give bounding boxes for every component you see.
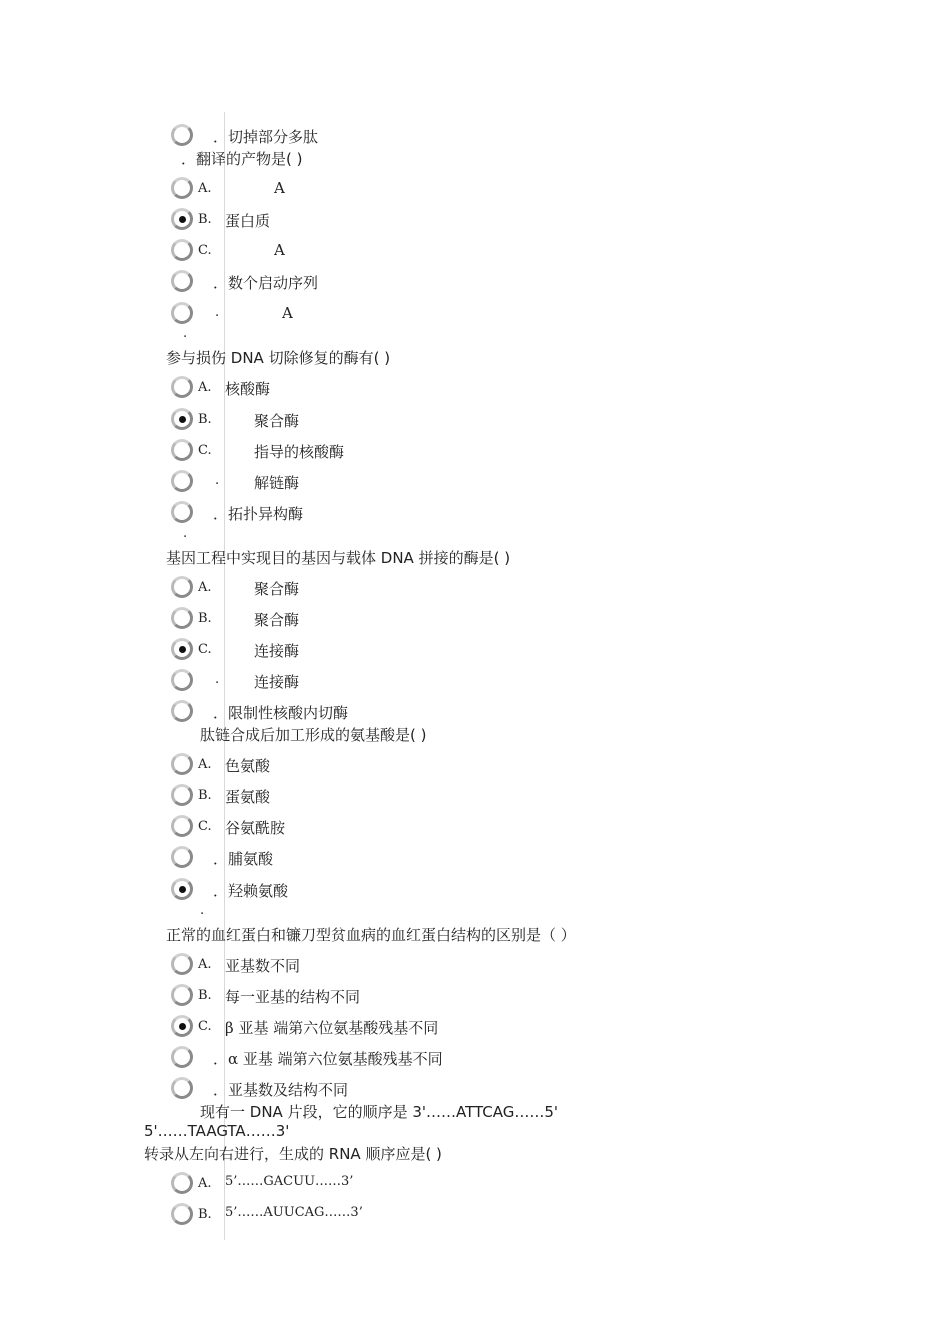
stray-dot: . <box>183 326 188 341</box>
radio-option-d[interactable] <box>171 470 193 492</box>
radio-option-d[interactable] <box>171 846 193 868</box>
option-text: ．α 亚基 端第六位氨基酸残基不同 <box>213 1050 443 1068</box>
radio-option-e[interactable] <box>171 302 193 324</box>
radio-option-c[interactable] <box>171 815 193 837</box>
option-text: 亚基数不同 <box>225 957 301 975</box>
radio-option-b[interactable] <box>171 1203 193 1225</box>
radio-option-c[interactable] <box>171 239 193 261</box>
option-letter: C. <box>198 819 212 834</box>
radio-option-a[interactable] <box>171 376 193 398</box>
option-text: ．羟赖氨酸 <box>213 882 289 900</box>
option-letter: C. <box>198 1019 212 1034</box>
radio-option-d[interactable] <box>171 669 193 691</box>
question-text: 转录从左向右进行，生成的 RNA 顺序应是( ) <box>144 1145 442 1163</box>
radio-option-d[interactable] <box>171 270 193 292</box>
radio-option-a[interactable] <box>171 576 193 598</box>
option-text: 解链酶 <box>254 474 300 492</box>
radio-option-d[interactable] <box>171 1046 193 1068</box>
option-text: 核酸酶 <box>225 380 271 398</box>
option-text: 聚合酶 <box>254 611 300 629</box>
option-text: ．限制性核酸内切酶 <box>213 704 349 722</box>
option-letter: A. <box>198 957 212 972</box>
option-text: 5’……GACUU……3’ <box>225 1174 354 1189</box>
option-text: 连接酶 <box>254 673 300 691</box>
radio-option-b[interactable] <box>171 784 193 806</box>
radio-option-c-selected[interactable] <box>171 1015 193 1037</box>
option-text: A <box>282 304 293 322</box>
option-text: A <box>274 179 285 197</box>
option-letter: C. <box>198 243 212 258</box>
option-text: ．脯氨酸 <box>213 850 274 868</box>
radio-option-a[interactable] <box>171 753 193 775</box>
option-text: 蛋氨酸 <box>225 788 271 806</box>
question-text: 肽链合成后加工形成的氨基酸是( ) <box>200 726 427 744</box>
question-text: 正常的血红蛋白和镰刀型贫血病的血红蛋白结构的区别是（ ） <box>166 926 576 944</box>
option-letter: . <box>215 305 220 320</box>
option-text: 每一亚基的结构不同 <box>225 988 361 1006</box>
radio-option-b[interactable] <box>171 984 193 1006</box>
question-text: ．翻译的产物是( ) <box>181 150 303 168</box>
option-text: β 亚基 端第六位氨基酸残基不同 <box>225 1019 439 1037</box>
option-text: 谷氨酰胺 <box>225 819 286 837</box>
option-text: 5’……AUUCAG……3’ <box>225 1205 363 1220</box>
option-text: 指导的核酸酶 <box>254 443 345 461</box>
option-letter: . <box>215 473 220 488</box>
option-letter: A. <box>198 380 212 395</box>
option-text: 聚合酶 <box>254 412 300 430</box>
option-text: ．亚基数及结构不同 <box>213 1081 349 1099</box>
option-letter: B. <box>198 988 212 1003</box>
radio-option-c-selected[interactable] <box>171 638 193 660</box>
radio-option-e[interactable] <box>171 700 193 722</box>
radio-option[interactable] <box>171 124 193 146</box>
option-text: ．拓扑异构酶 <box>213 505 304 523</box>
option-letter: A. <box>198 181 212 196</box>
option-letter: C. <box>198 443 212 458</box>
radio-option-b[interactable] <box>171 607 193 629</box>
option-text: 色氨酸 <box>225 757 271 775</box>
option-letter: A. <box>198 757 212 772</box>
option-text: A <box>274 241 285 259</box>
option-letter: A. <box>198 580 212 595</box>
stray-dot: . <box>183 526 188 541</box>
radio-option-a[interactable] <box>171 1172 193 1194</box>
radio-option-e[interactable] <box>171 1077 193 1099</box>
option-letter: . <box>215 672 220 687</box>
option-text: 聚合酶 <box>254 580 300 598</box>
option-letter: B. <box>198 212 212 227</box>
option-text: ．切掉部分多肽 <box>213 128 319 146</box>
option-letter: B. <box>198 1207 212 1222</box>
stray-dot: . <box>200 903 205 918</box>
radio-option-a[interactable] <box>171 177 193 199</box>
question-text: 现有一 DNA 片段，它的顺序是 3'……ATTCAG……5' <box>200 1103 559 1121</box>
radio-option-b-selected[interactable] <box>171 208 193 230</box>
option-letter: B. <box>198 412 212 427</box>
option-text: 蛋白质 <box>225 212 271 230</box>
radio-option-b-selected[interactable] <box>171 408 193 430</box>
option-letter: B. <box>198 788 212 803</box>
option-text: 连接酶 <box>254 642 300 660</box>
option-text: ．数个启动序列 <box>213 274 319 292</box>
radio-option-a[interactable] <box>171 953 193 975</box>
question-text: 参与损伤 DNA 切除修复的酶有( ) <box>166 349 391 367</box>
option-letter: C. <box>198 642 212 657</box>
option-letter: B. <box>198 611 212 626</box>
question-text: 5'……TAAGTA……3' <box>144 1122 290 1140</box>
question-text: 基因工程中实现目的基因与载体 DNA 拼接的酶是( ) <box>166 549 511 567</box>
radio-option-c[interactable] <box>171 439 193 461</box>
radio-option-e-selected[interactable] <box>171 878 193 900</box>
radio-option-e[interactable] <box>171 501 193 523</box>
option-letter: A. <box>198 1176 212 1191</box>
